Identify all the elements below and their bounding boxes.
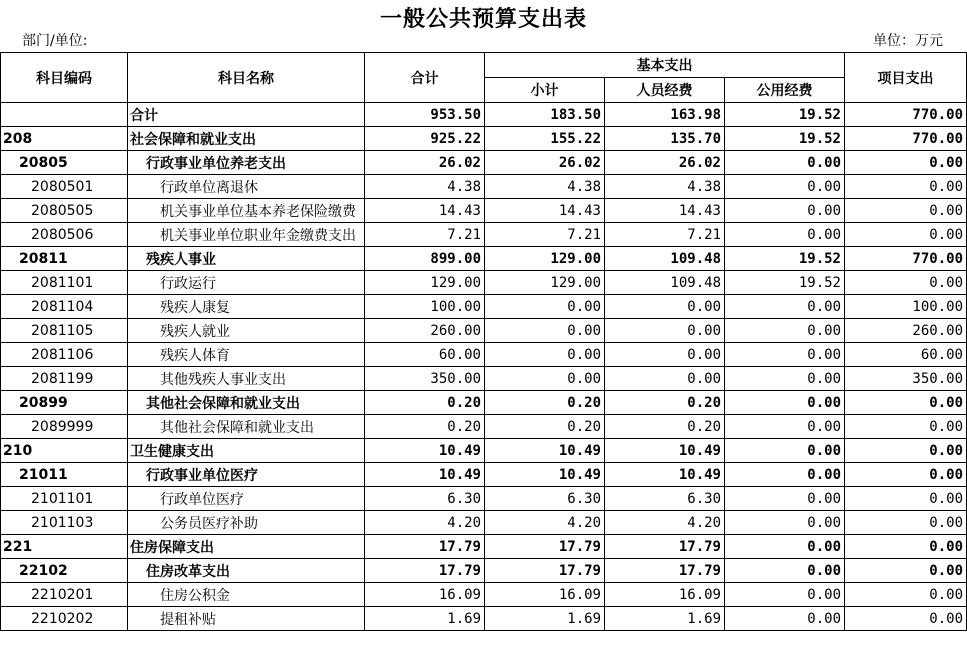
cell-name: 卫生健康支出 bbox=[128, 439, 365, 463]
cell-total: 17.79 bbox=[365, 535, 485, 559]
cell-subtotal: 16.09 bbox=[485, 583, 605, 607]
cell-name: 行政事业单位养老支出 bbox=[128, 151, 365, 175]
cell-subtotal: 0.20 bbox=[485, 415, 605, 439]
cell-total: 925.22 bbox=[365, 127, 485, 151]
cell-code: 208 bbox=[1, 127, 128, 151]
cell-subtotal: 0.00 bbox=[485, 367, 605, 391]
cell-public: 0.00 bbox=[725, 199, 845, 223]
cell-subtotal: 7.21 bbox=[485, 223, 605, 247]
header-subtotal: 小计 bbox=[485, 78, 605, 103]
cell-total: 16.09 bbox=[365, 583, 485, 607]
cell-name: 机关事业单位职业年金缴费支出 bbox=[128, 223, 365, 247]
cell-total: 14.43 bbox=[365, 199, 485, 223]
department-label: 部门/单位: bbox=[22, 33, 88, 49]
cell-code: 2081106 bbox=[1, 343, 128, 367]
table-header bbox=[1, 53, 967, 103]
cell-total: 260.00 bbox=[365, 319, 485, 343]
table-row bbox=[1, 127, 967, 151]
cell-subtotal: 0.00 bbox=[485, 319, 605, 343]
cell-personnel: 17.79 bbox=[605, 559, 725, 583]
cell-public: 0.00 bbox=[725, 607, 845, 631]
cell-code: 210 bbox=[1, 439, 128, 463]
cell-public: 0.00 bbox=[725, 319, 845, 343]
cell-code bbox=[1, 103, 128, 127]
table-row bbox=[1, 463, 967, 487]
unit-label: 单位：万元 bbox=[873, 33, 943, 49]
cell-total: 4.20 bbox=[365, 511, 485, 535]
cell-name: 住房公积金 bbox=[128, 583, 365, 607]
cell-project: 0.00 bbox=[845, 511, 967, 535]
table-row bbox=[1, 247, 967, 271]
header-total: 合计 bbox=[365, 53, 485, 103]
cell-code: 20811 bbox=[1, 247, 128, 271]
cell-project: 350.00 bbox=[845, 367, 967, 391]
cell-code: 21011 bbox=[1, 463, 128, 487]
cell-project: 0.00 bbox=[845, 151, 967, 175]
cell-public: 0.00 bbox=[725, 559, 845, 583]
cell-total: 953.50 bbox=[365, 103, 485, 127]
cell-public: 0.00 bbox=[725, 343, 845, 367]
cell-name: 行政运行 bbox=[128, 271, 365, 295]
table-row bbox=[1, 487, 967, 511]
cell-personnel: 14.43 bbox=[605, 199, 725, 223]
cell-project: 100.00 bbox=[845, 295, 967, 319]
cell-public: 0.00 bbox=[725, 391, 845, 415]
cell-name: 住房改革支出 bbox=[128, 559, 365, 583]
cell-code: 2081199 bbox=[1, 367, 128, 391]
cell-public: 0.00 bbox=[725, 583, 845, 607]
cell-personnel: 10.49 bbox=[605, 439, 725, 463]
cell-subtotal: 0.00 bbox=[485, 343, 605, 367]
cell-public: 0.00 bbox=[725, 415, 845, 439]
cell-name: 提租补贴 bbox=[128, 607, 365, 631]
table-row bbox=[1, 415, 967, 439]
cell-code: 2210202 bbox=[1, 607, 128, 631]
table-row bbox=[1, 175, 967, 199]
header-code: 科目编码 bbox=[1, 53, 128, 103]
cell-name: 残疾人事业 bbox=[128, 247, 365, 271]
cell-public: 0.00 bbox=[725, 295, 845, 319]
cell-total: 129.00 bbox=[365, 271, 485, 295]
cell-public: 0.00 bbox=[725, 487, 845, 511]
table-row bbox=[1, 607, 967, 631]
table-row bbox=[1, 511, 967, 535]
cell-public: 19.52 bbox=[725, 271, 845, 295]
cell-name: 行政事业单位医疗 bbox=[128, 463, 365, 487]
cell-total: 899.00 bbox=[365, 247, 485, 271]
cell-project: 0.00 bbox=[845, 487, 967, 511]
cell-public: 0.00 bbox=[725, 367, 845, 391]
cell-subtotal: 0.00 bbox=[485, 295, 605, 319]
cell-name: 残疾人体育 bbox=[128, 343, 365, 367]
cell-personnel: 0.20 bbox=[605, 415, 725, 439]
cell-public: 0.00 bbox=[725, 511, 845, 535]
cell-public: 19.52 bbox=[725, 103, 845, 127]
cell-code: 20805 bbox=[1, 151, 128, 175]
cell-code: 2089999 bbox=[1, 415, 128, 439]
cell-name: 行政单位离退休 bbox=[128, 175, 365, 199]
cell-personnel: 4.38 bbox=[605, 175, 725, 199]
cell-personnel: 109.48 bbox=[605, 247, 725, 271]
cell-public: 0.00 bbox=[725, 223, 845, 247]
cell-public: 0.00 bbox=[725, 151, 845, 175]
table-row bbox=[1, 223, 967, 247]
cell-code: 2081104 bbox=[1, 295, 128, 319]
cell-project: 0.00 bbox=[845, 175, 967, 199]
cell-public: 0.00 bbox=[725, 535, 845, 559]
cell-total: 0.20 bbox=[365, 415, 485, 439]
cell-personnel: 109.48 bbox=[605, 271, 725, 295]
cell-name: 残疾人就业 bbox=[128, 319, 365, 343]
cell-name: 残疾人康复 bbox=[128, 295, 365, 319]
cell-personnel: 135.70 bbox=[605, 127, 725, 151]
cell-subtotal: 10.49 bbox=[485, 439, 605, 463]
table-row bbox=[1, 151, 967, 175]
header-personnel: 人员经费 bbox=[605, 78, 725, 103]
cell-subtotal: 17.79 bbox=[485, 535, 605, 559]
page-title: 一般公共预算支出表 bbox=[379, 7, 587, 32]
cell-project: 0.00 bbox=[845, 415, 967, 439]
cell-total: 17.79 bbox=[365, 559, 485, 583]
cell-public: 0.00 bbox=[725, 463, 845, 487]
cell-personnel: 6.30 bbox=[605, 487, 725, 511]
cell-project: 770.00 bbox=[845, 103, 967, 127]
table-row bbox=[1, 295, 967, 319]
cell-personnel: 17.79 bbox=[605, 535, 725, 559]
cell-project: 770.00 bbox=[845, 127, 967, 151]
cell-code: 22102 bbox=[1, 559, 128, 583]
cell-personnel: 26.02 bbox=[605, 151, 725, 175]
cell-name: 其他社会保障和就业支出 bbox=[128, 391, 365, 415]
cell-subtotal: 183.50 bbox=[485, 103, 605, 127]
cell-project: 0.00 bbox=[845, 583, 967, 607]
cell-public: 0.00 bbox=[725, 175, 845, 199]
cell-name: 合计 bbox=[128, 103, 365, 127]
cell-subtotal: 129.00 bbox=[485, 247, 605, 271]
cell-code: 2210201 bbox=[1, 583, 128, 607]
header-project: 项目支出 bbox=[845, 53, 967, 103]
cell-project: 770.00 bbox=[845, 247, 967, 271]
cell-project: 0.00 bbox=[845, 535, 967, 559]
cell-name: 行政单位医疗 bbox=[128, 487, 365, 511]
cell-code: 2080506 bbox=[1, 223, 128, 247]
cell-total: 10.49 bbox=[365, 439, 485, 463]
cell-total: 6.30 bbox=[365, 487, 485, 511]
cell-public: 19.52 bbox=[725, 127, 845, 151]
cell-personnel: 0.00 bbox=[605, 367, 725, 391]
cell-personnel: 0.00 bbox=[605, 295, 725, 319]
cell-project: 0.00 bbox=[845, 199, 967, 223]
cell-code: 2081101 bbox=[1, 271, 128, 295]
cell-project: 0.00 bbox=[845, 559, 967, 583]
cell-personnel: 1.69 bbox=[605, 607, 725, 631]
header-name: 科目名称 bbox=[128, 53, 365, 103]
cell-name: 住房保障支出 bbox=[128, 535, 365, 559]
cell-total: 1.69 bbox=[365, 607, 485, 631]
cell-code: 2101101 bbox=[1, 487, 128, 511]
cell-project: 0.00 bbox=[845, 439, 967, 463]
cell-project: 0.00 bbox=[845, 391, 967, 415]
cell-project: 0.00 bbox=[845, 271, 967, 295]
table-row bbox=[1, 271, 967, 295]
header-basic: 基本支出 bbox=[485, 53, 845, 78]
cell-name: 其他残疾人事业支出 bbox=[128, 367, 365, 391]
cell-name: 社会保障和就业支出 bbox=[128, 127, 365, 151]
cell-project: 0.00 bbox=[845, 463, 967, 487]
table-row bbox=[1, 439, 967, 463]
cell-code: 2080505 bbox=[1, 199, 128, 223]
cell-subtotal: 17.79 bbox=[485, 559, 605, 583]
cell-name: 公务员医疗补助 bbox=[128, 511, 365, 535]
cell-personnel: 7.21 bbox=[605, 223, 725, 247]
cell-personnel: 16.09 bbox=[605, 583, 725, 607]
cell-code: 20899 bbox=[1, 391, 128, 415]
cell-code: 2101103 bbox=[1, 511, 128, 535]
cell-project: 60.00 bbox=[845, 343, 967, 367]
cell-code: 2080501 bbox=[1, 175, 128, 199]
cell-subtotal: 14.43 bbox=[485, 199, 605, 223]
cell-subtotal: 129.00 bbox=[485, 271, 605, 295]
table-row bbox=[1, 583, 967, 607]
cell-project: 0.00 bbox=[845, 223, 967, 247]
cell-public: 19.52 bbox=[725, 247, 845, 271]
table-row bbox=[1, 559, 967, 583]
cell-subtotal: 10.49 bbox=[485, 463, 605, 487]
cell-public: 0.00 bbox=[725, 439, 845, 463]
table-row bbox=[1, 535, 967, 559]
cell-subtotal: 26.02 bbox=[485, 151, 605, 175]
table-row bbox=[1, 343, 967, 367]
cell-subtotal: 1.69 bbox=[485, 607, 605, 631]
cell-subtotal: 6.30 bbox=[485, 487, 605, 511]
cell-total: 60.00 bbox=[365, 343, 485, 367]
cell-personnel: 0.20 bbox=[605, 391, 725, 415]
cell-personnel: 163.98 bbox=[605, 103, 725, 127]
cell-personnel: 4.20 bbox=[605, 511, 725, 535]
table-row bbox=[1, 199, 967, 223]
header-public: 公用经费 bbox=[725, 78, 845, 103]
cell-total: 350.00 bbox=[365, 367, 485, 391]
table-row bbox=[1, 367, 967, 391]
cell-total: 0.20 bbox=[365, 391, 485, 415]
cell-name: 机关事业单位基本养老保险缴费 bbox=[128, 199, 365, 223]
cell-code: 2081105 bbox=[1, 319, 128, 343]
table-row bbox=[1, 391, 967, 415]
cell-personnel: 10.49 bbox=[605, 463, 725, 487]
cell-personnel: 0.00 bbox=[605, 343, 725, 367]
cell-total: 7.21 bbox=[365, 223, 485, 247]
cell-subtotal: 0.20 bbox=[485, 391, 605, 415]
cell-total: 4.38 bbox=[365, 175, 485, 199]
cell-project: 260.00 bbox=[845, 319, 967, 343]
cell-code: 221 bbox=[1, 535, 128, 559]
budget-table bbox=[0, 52, 967, 631]
cell-name: 其他社会保障和就业支出 bbox=[128, 415, 365, 439]
cell-project: 0.00 bbox=[845, 607, 967, 631]
cell-total: 100.00 bbox=[365, 295, 485, 319]
cell-subtotal: 155.22 bbox=[485, 127, 605, 151]
cell-subtotal: 4.20 bbox=[485, 511, 605, 535]
table-row bbox=[1, 103, 967, 127]
cell-subtotal: 4.38 bbox=[485, 175, 605, 199]
table-body bbox=[1, 103, 967, 631]
cell-total: 10.49 bbox=[365, 463, 485, 487]
cell-personnel: 0.00 bbox=[605, 319, 725, 343]
cell-total: 26.02 bbox=[365, 151, 485, 175]
table-row bbox=[1, 319, 967, 343]
